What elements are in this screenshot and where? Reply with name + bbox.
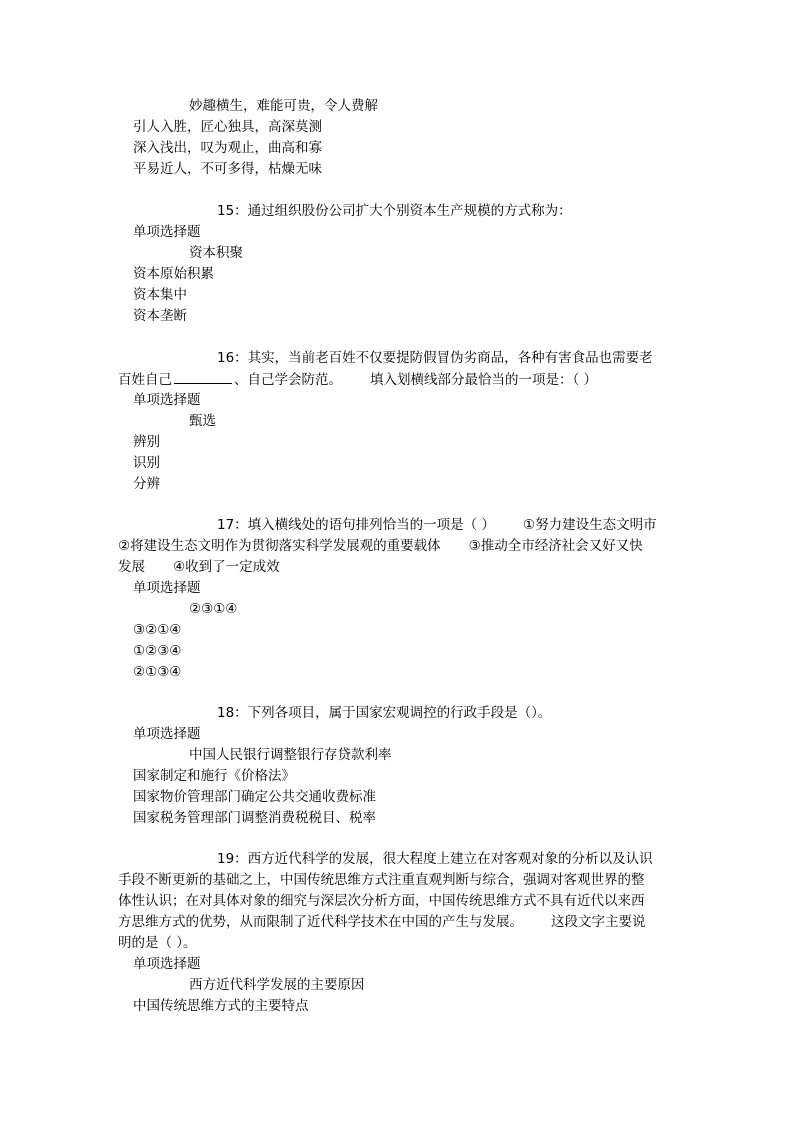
q17-stem-line2: [118, 536, 643, 557]
q16-option-a: 甄选: [189, 413, 216, 429]
q15-option-d: 资本垄断: [133, 308, 187, 324]
q14-option-a: 妙趣横生，难能可贵，令人费解: [189, 98, 378, 114]
q18-type: 单项选择题: [133, 726, 201, 742]
q15-option-a: 资本积聚: [189, 245, 243, 261]
q15-option-c: 资本集中: [133, 287, 187, 303]
q16-stem-part-b: 、自己学会防范。: [234, 372, 342, 388]
q16-type: 单项选择题: [133, 392, 201, 408]
q14-option-b: 引人入胜，匠心独具，高深莫测: [133, 119, 322, 135]
q17-stem-part-f: ④收到了一定成效: [173, 559, 280, 575]
q16-blank: [174, 369, 232, 384]
q19-stem-part-b: 这段文字主要说: [551, 914, 646, 930]
q18-option-b: 国家制定和施行《价格法》: [133, 768, 295, 784]
q16-stem-part-c: 填入划横线部分最恰当的一项是：（ ）: [370, 372, 598, 388]
q14-option-c: 深入浅出，叹为观止，曲高和寡: [133, 140, 322, 156]
q17-stem-line1: [217, 515, 657, 536]
q17-option-b: ③②①④: [133, 622, 182, 638]
q18-option-d: 国家税务管理部门调整消费税税目、税率: [133, 810, 376, 826]
q16-option-d: 分辨: [133, 476, 160, 492]
q19-stem-part-a: 方思维方式的优势，从而限制了近代科学技术在中国的产生与发展。: [118, 914, 523, 930]
q17-stem-part-a: 17：填入横线处的语句排列恰当的一项是（ ）: [217, 517, 495, 533]
q15-type: 单项选择题: [133, 224, 201, 240]
q17-stem-part-e: 发展: [118, 559, 145, 575]
q16-option-c: 识别: [133, 455, 160, 471]
q17-stem-part-d: ③推动全市经济社会又好又快: [468, 538, 643, 554]
q17-type: 单项选择题: [133, 580, 201, 596]
q19-stem-line1: 19：西方近代科学的发展，很大程度上建立在对客观对象的分析以及认识: [217, 851, 653, 867]
q18-option-a: 中国人民银行调整银行存贷款利率: [189, 747, 392, 763]
q19-type: 单项选择题: [133, 956, 201, 972]
q15-stem: 15：通过组织股份公司扩大个别资本生产规模的方式称为：: [217, 203, 572, 219]
q16-stem-line1: 16：其实，当前老百姓不仅要提防假冒伪劣商品，各种有害食品也需要老: [217, 350, 653, 366]
q18-option-c: 国家物价管理部门确定公共交通收费标准: [133, 789, 376, 805]
q16-stem-line2: [118, 369, 597, 391]
q19-stem-line2: 手段不断更新的基础之上，中国传统思维方式注重直观判断与综合，强调对客观世界的整: [118, 872, 645, 888]
q17-stem-part-b: ①努力建设生态文明市: [522, 517, 657, 533]
q17-stem-line3: [118, 557, 280, 578]
q19-stem-line4: [118, 912, 646, 933]
q16-stem-part-a: 百姓自己: [118, 372, 172, 388]
q17-option-d: ②①③④: [133, 664, 182, 680]
q18-stem: 18：下列各项目，属于国家宏观调控的行政手段是（）。: [217, 705, 552, 721]
q19-stem-line5: 明的是（ ）。: [118, 935, 197, 951]
q15-option-b: 资本原始积累: [133, 266, 214, 282]
q17-option-a: ②③①④: [189, 601, 238, 617]
q17-option-c: ①②③④: [133, 643, 182, 659]
q19-option-a: 西方近代科学发展的主要原因: [189, 977, 365, 993]
q14-option-d: 平易近人，不可多得，枯燥无味: [133, 161, 322, 177]
q19-stem-line3: 体性认识；在对具体对象的细究与深层次分析方面，中国传统思维方式不具有近代以来西: [118, 893, 645, 909]
q17-stem-part-c: ②将建设生态文明作为贯彻落实科学发展观的重要载体: [118, 538, 441, 554]
q19-option-b: 中国传统思维方式的主要特点: [133, 998, 309, 1014]
q16-option-b: 辨别: [133, 434, 160, 450]
